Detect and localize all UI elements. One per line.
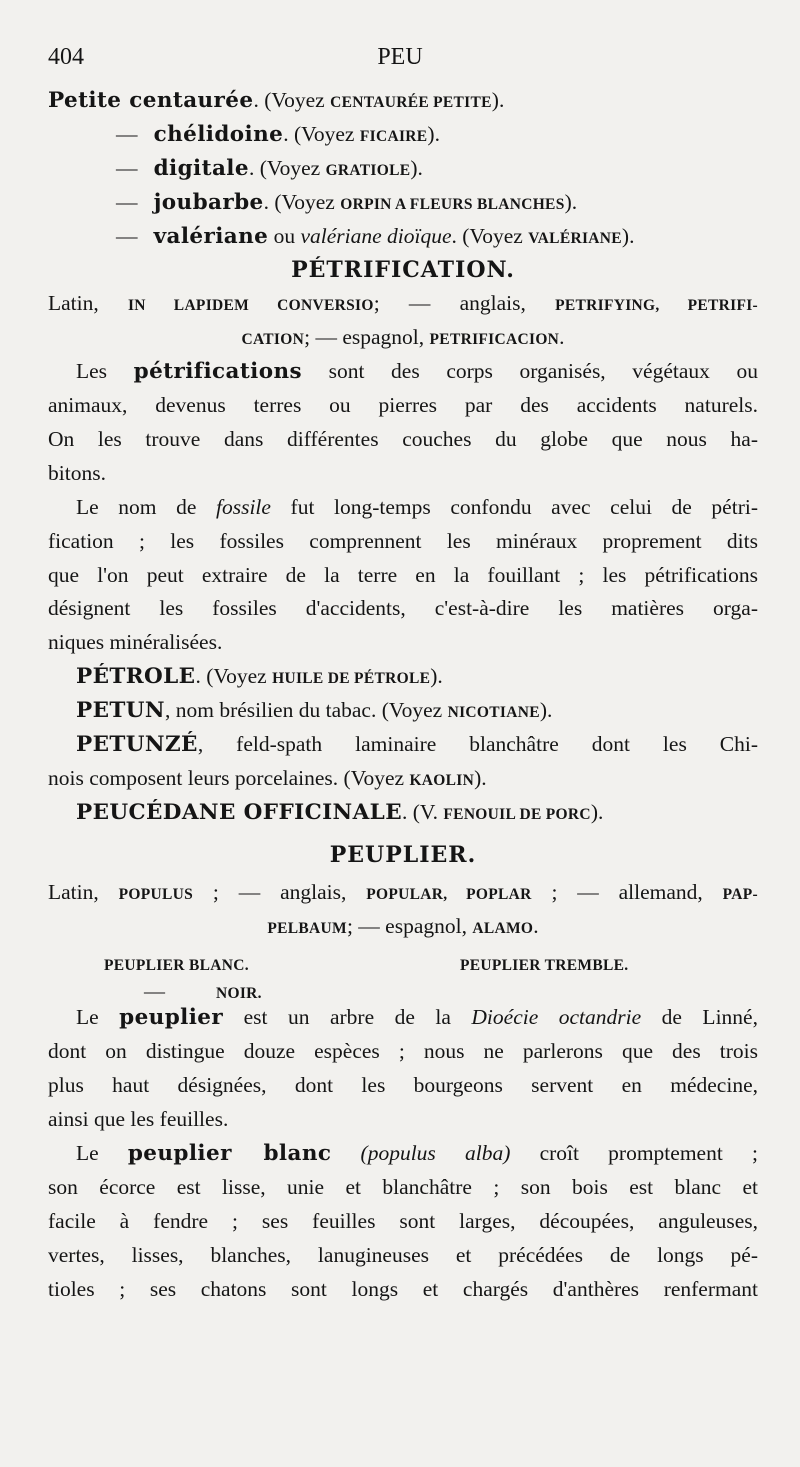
entry-term: Petite centaurée	[48, 88, 254, 113]
cross-reference: KAOLIN	[409, 771, 475, 789]
cross-reference: HUILE DE PÉTROLE	[272, 670, 431, 688]
cross-reference: ORPIN A FLEURS BLANCHES	[340, 195, 565, 213]
variety-item: PEUPLIER BLANC.	[104, 957, 249, 975]
entry-petite-joubarbe: — joubarbe. (Voyez ORPIN A FLEURS BLANCHES).	[116, 189, 578, 215]
cross-reference: NICOTIANE	[447, 704, 540, 722]
entry-petrole: PÉTROLE. (Voyez HUILE DE PÉTROLE).	[76, 664, 443, 690]
page-body	[48, 84, 758, 1307]
entry-petunze: PETUNZÉ, feld-spath laminaire blanchâtre dont les Chi- nois composent leurs porcelaines. (Voyez KAOLIN).	[48, 732, 758, 790]
page-number: 404	[48, 44, 84, 70]
paragraph: Le peuplier blanc (populus alba) croît promptement ; son écorce est lisse, unie et blanchâtre ; son bois est blanc et facile à fendre ; ses feuilles sont larges, découpées, anguleuses, vertes, lisses, blanches, lanugineuses et précédées de longs pé- tioles ; ses chatons sont longs et chargés d'anthères renfermant	[48, 1141, 758, 1301]
entry-term: valériane	[153, 223, 269, 249]
variety-item: NOIR.	[216, 985, 262, 1003]
page-header	[48, 44, 752, 78]
paragraph: Les pétrifications sont des corps organisés, végétaux ou animaux, devenus terres ou pierres par des accidents naturels. On les trouve dans différentes couches du globe que nous ha- bitons.	[48, 359, 758, 485]
entry-peucedane: PEUCÉDANE OFFICINALE. (V. FENOUIL DE PORC).	[76, 799, 604, 825]
entry-petun: PETUN, nom brésilien du tabac. (Voyez NICOTIANE).	[76, 698, 553, 724]
entry-term: digitale	[153, 155, 249, 181]
translations-line: Latin, POPULUS ; — anglais, POPULAR, POPLAR ; — allemand, PAP-	[48, 879, 758, 904]
entry-term: chélidoine	[153, 121, 284, 147]
entry-term: PEUCÉDANE OFFICINALE	[76, 799, 402, 825]
paragraph: Le peuplier est un arbre de la Dioécie octandrie de Linné, dont on distingue douze espèces ; nous ne parlerons que des trois plus haut désignées, dont les bourgeons servent en médecine, ainsi que les feuilles.	[48, 1005, 758, 1132]
section-heading-peuplier: PEUPLIER.	[329, 841, 477, 868]
entry-petite-chelidoine: — chélidoine. (Voyez FICAIRE).	[116, 121, 440, 147]
entry-term: PETUNZÉ	[76, 732, 198, 758]
translations-line: PELBAUM; — espagnol, ALAMO.	[267, 913, 539, 938]
section-heading-petrification: PÉTRIFICATION.	[291, 257, 515, 284]
entry-term: joubarbe	[153, 189, 264, 215]
entry-petite-valeriane: — valériane ou valériane dioïque. (Voyez VALÉRIANE).	[116, 223, 635, 249]
variety-item: PEUPLIER TREMBLE.	[460, 957, 629, 975]
translations-line: CATION; — espagnol, PETRIFICACION.	[241, 325, 565, 350]
translations-line: Latin, IN LAPIDEM CONVERSIO; — anglais, PETRIFYING, PETRIFI-	[48, 291, 759, 316]
cross-reference: FICAIRE	[359, 127, 428, 145]
variety-dash: —	[144, 979, 166, 1004]
running-title: PEU	[377, 44, 423, 70]
entry-term: PÉTROLE	[76, 664, 196, 690]
entry-petite-digitale: — digitale. (Voyez GRATIOLE).	[116, 155, 423, 181]
cross-reference: CENTAURÉE PETITE	[330, 94, 492, 111]
cross-reference: GRATIOLE	[325, 161, 411, 179]
cross-reference: FENOUIL DE PORC	[443, 805, 591, 823]
paragraph: Le nom de fossile fut long-temps confondu avec celui de pétri- fication ; les fossiles comprennent les minéraux proprement dits que l'on peut extraire de la terre en la fouillant ; les pétrifications désignent les fossiles d'accidents, c'est-à-dire les matières orga- niques minéralisées.	[48, 494, 758, 655]
varieties-list	[48, 943, 758, 1004]
entry-petite-centauree: Petite centaurée. (Voyez CENTAURÉE PETITE).	[48, 88, 505, 113]
entry-term: PETUN	[76, 698, 165, 724]
cross-reference: VALÉRIANE	[528, 229, 622, 247]
